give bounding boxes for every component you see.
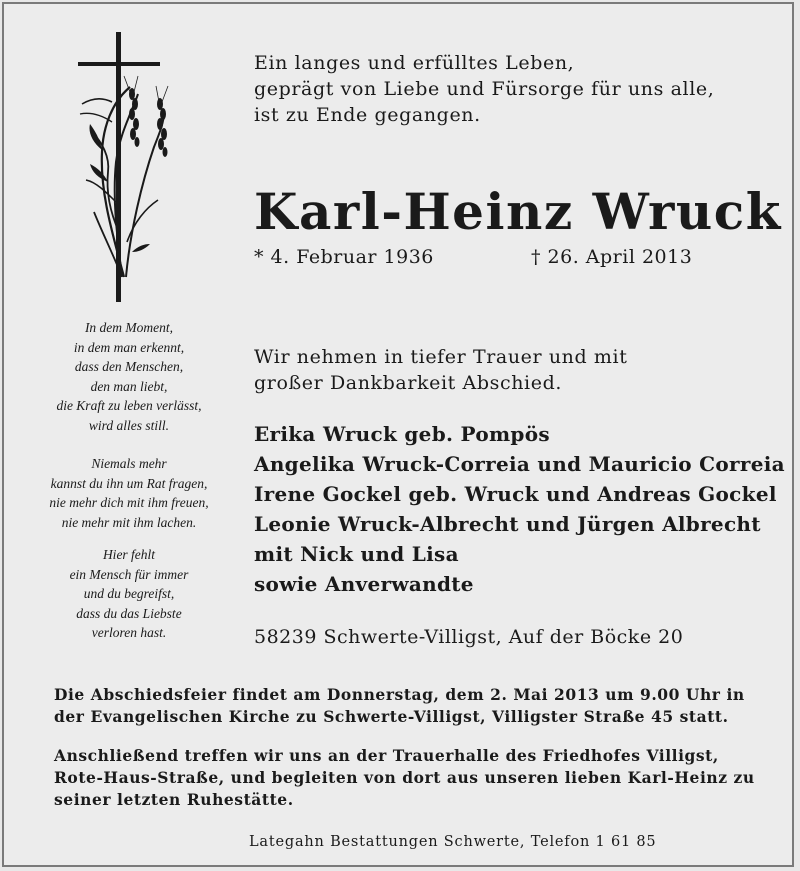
cross-with-wheat-icon bbox=[72, 32, 182, 304]
poem-line: die Kraft zu leben verlässt, bbox=[56, 398, 202, 414]
poem-line: dass den Menschen, bbox=[74, 359, 184, 375]
mourning-line: Wir nehmen in tiefer Trauer und mit bbox=[254, 346, 628, 368]
mourning-text bbox=[254, 344, 627, 396]
ceremony-line: Die Abschiedsfeier findet am Donnerstag, dem 2. Mai 2013 um 9.00 Uhr in bbox=[54, 685, 745, 704]
intro-text bbox=[254, 50, 784, 128]
intro-line: ist zu Ende gegangen. bbox=[254, 104, 481, 126]
burial-line: seiner letzten Ruhestätte. bbox=[54, 790, 294, 809]
family-line: sowie Anverwandte bbox=[254, 572, 474, 596]
death-date: † 26. April 2013 bbox=[531, 246, 693, 268]
family-line: mit Nick und Lisa bbox=[254, 542, 459, 566]
ceremony-info bbox=[54, 684, 754, 728]
poem-line: In dem Moment, bbox=[84, 320, 174, 335]
ceremony-line: der Evangelischen Kirche zu Schwerte-Villigst, Villigster Straße 45 statt. bbox=[54, 707, 729, 726]
family-line: Angelika Wruck-Correia und Mauricio Correia bbox=[254, 452, 785, 476]
funeral-home-footer: Lategahn Bestattungen Schwerte, Telefon 1 61 85 bbox=[249, 834, 657, 850]
poem-line: dass du das Liebste bbox=[76, 605, 182, 621]
mourning-line: großer Dankbarkeit Abschied. bbox=[254, 372, 562, 394]
burial-line: Anschließend treffen wir uns an der Trauerhalle des Friedhofes Villigst, bbox=[54, 746, 719, 765]
poem-line: und du begreifst, bbox=[83, 586, 175, 602]
address: 58239 Schwerte-Villigst, Auf der Böcke 20 bbox=[254, 626, 684, 648]
poem-line: ein Mensch für immer bbox=[69, 566, 189, 582]
intro-line: geprägt von Liebe und Fürsorge für uns alle, bbox=[254, 78, 715, 100]
intro-line: Ein langes und erfülltes Leben, bbox=[254, 52, 575, 74]
family-line: Irene Gockel geb. Wruck und Andreas Gockel bbox=[254, 482, 777, 506]
poem-line: wird alles still. bbox=[88, 417, 170, 433]
poem-line: Hier fehlt bbox=[102, 547, 156, 562]
poem-line: kannst du ihn um Rat fragen, bbox=[50, 475, 208, 491]
poem-line: verloren hast. bbox=[91, 625, 167, 641]
poem-stanza-3 bbox=[34, 545, 224, 643]
family-list bbox=[254, 419, 785, 599]
poem-stanza-1 bbox=[34, 318, 224, 436]
birth-date: * 4. Februar 1936 bbox=[254, 246, 434, 268]
poem-line: nie mehr dich mit ihm freuen, bbox=[49, 495, 209, 511]
obituary-notice bbox=[2, 2, 794, 867]
burial-line: Rote-Haus-Straße, und begleiten von dort aus unseren lieben Karl-Heinz zu bbox=[54, 768, 755, 787]
deceased-name: Karl-Heinz Wruck bbox=[254, 182, 782, 241]
family-line: Erika Wruck geb. Pompös bbox=[254, 422, 550, 446]
poem-stanza-2 bbox=[34, 454, 224, 532]
poem-line: nie mehr mit ihm lachen. bbox=[61, 514, 197, 530]
family-line: Leonie Wruck-Albrecht und Jürgen Albrecht bbox=[254, 512, 761, 536]
burial-info bbox=[54, 745, 754, 811]
poem-line: in dem man erkennt, bbox=[73, 339, 185, 355]
poem-line: Niemals mehr bbox=[91, 456, 167, 471]
poem-line: den man liebt, bbox=[90, 378, 168, 394]
